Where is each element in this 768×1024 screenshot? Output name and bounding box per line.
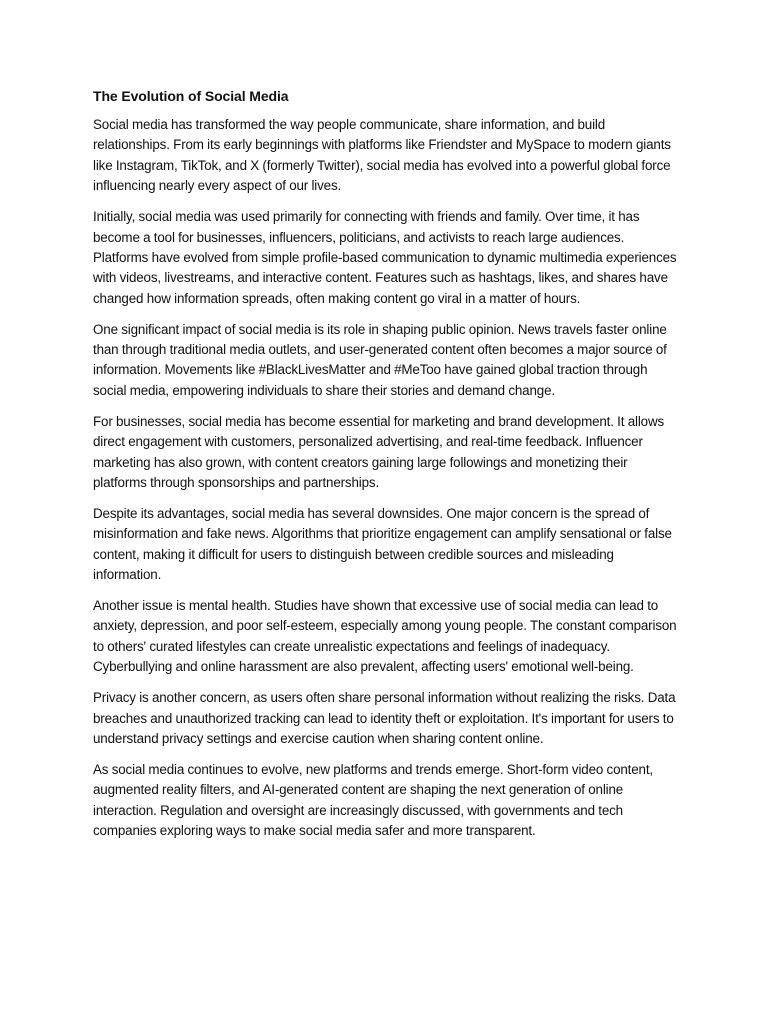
paragraph-businesses: For businesses, social media has become essential for marketing and brand development. It allows direct engagement with customers, personalized advertising, and real-time feedback. Influencer marketing has also grown, with content creators gaining large followings and monetizing their platforms through sponsorships and partnerships. bbox=[93, 413, 665, 490]
paragraph-privacy: Privacy is another concern, as users often share personal information without realizing the risks. Data breaches and unauthorized tracking can lead to identity theft or exploitation. It's important for users to understand privacy settings and exercise caution when sharing content online. bbox=[93, 690, 676, 746]
paragraph-early-use: Initially, social media was used primarily for connecting with friends and family. Over time, it has become a tool for businesses, influencers, politicians, and activists to reach large audiences. Platforms have evolved from simple profile-based communication to dynamic multimedia experiences with videos, livestreams, and interactive content. Features such as hashtags, likes, and shares have changed how information spreads, often making content go viral in a matter of hours. bbox=[93, 209, 677, 306]
paragraph-future: As social media continues to evolve, new platforms and trends emerge. Short-form video content, augmented reality filters, and AI-generated content are shaping the next generation of online interaction. Regulation and oversight are increasingly discussed, with governments and tech companies exploring ways to make social media safer and more transparent. bbox=[93, 761, 653, 839]
paragraph-intro: Social media has transformed the way people communicate, share information, and build relationships. From its early beginnings with platforms like Friendster and MySpace to modern giants like Instagram, TikTok, and X (formerly Twitter), social media has evolved into a powerful global force influencing nearly every aspect of our lives. bbox=[93, 117, 671, 194]
document-body bbox=[93, 86, 678, 852]
paragraph-mental-health: Another issue is mental health. Studies have shown that excessive use of social media can lead to anxiety, depression, and poor self-esteem, especially among young people. The constant comparison to others' curated lifestyles can create unrealistic expectations and feelings of inadequacy. Cyberbullying and online harassment are also prevalent, affecting users' emotional well-being. bbox=[93, 598, 677, 675]
document-title: The Evolution of Social Media bbox=[93, 88, 289, 104]
paragraph-public-opinion: One significant impact of social media is its role in shaping public opinion. News travels faster online than through traditional media outlets, and user-generated content often becomes a major source of information. Movements like #BlackLivesMatter and #MeToo have gained global traction through social media, empowering individuals to share their stories and demand change. bbox=[93, 321, 667, 398]
paragraph-downsides: Despite its advantages, social media has several downsides. One major concern is the spread of misinformation and fake news. Algorithms that prioritize engagement can amplify sensational or false content, making it difficult for users to distinguish between credible sources and misleading information. bbox=[93, 505, 672, 583]
